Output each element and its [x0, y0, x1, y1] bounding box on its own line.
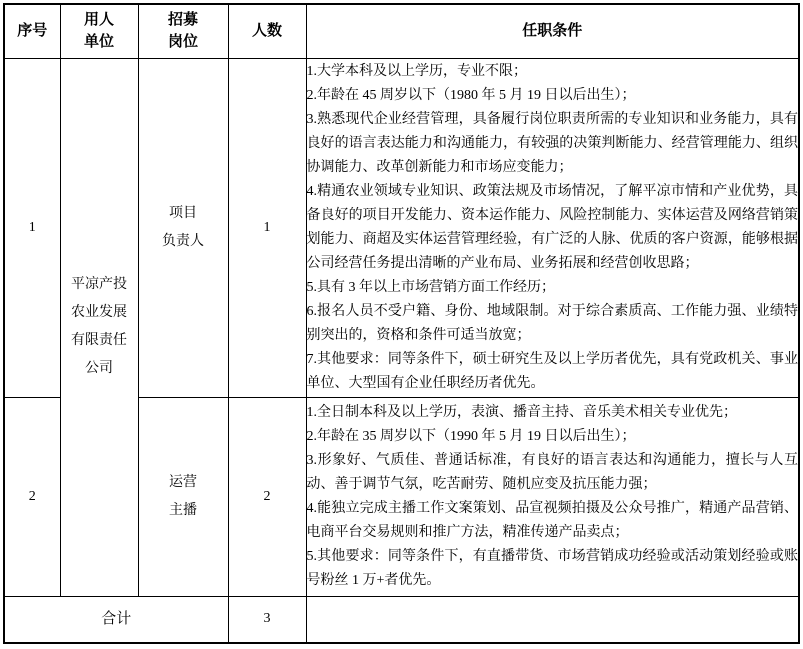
requirement-item: 4.精通农业领域专业知识、政策法规及市场情况，了解平凉市情和产业优势，具备良好的项目开发能力、资本运作能力、风险控制能力、实体运营及网络营销策划能力、商超及实体运营管理经验，有广泛的人脉、优质的客户资源，能够根据公司经营任务提出清晰的产业布局、业务拓展和经营创收思路；: [306, 183, 798, 271]
col-header-employer-text: [61, 9, 138, 53]
serial-no-1: 1: [28, 219, 36, 235]
recruitment-table: [3, 3, 800, 644]
header-row: [4, 4, 799, 58]
requirement-item: 7.其他要求：同等条件下，硕士研究生及以上学历者优先，具有党政机关、事业单位、大型国有企业任职经历者优先。: [306, 351, 798, 391]
position-2-line1: 运营: [169, 474, 197, 490]
col-header-employer-line1: 用人: [83, 12, 114, 29]
col-header-position: [138, 4, 228, 58]
headcount-1: 1: [263, 219, 271, 235]
col-header-position-line1: 招募: [167, 12, 198, 29]
position-cell-1: [138, 58, 228, 397]
serial-no-2: 2: [28, 488, 36, 504]
total-count-cell: [228, 596, 306, 643]
employer-name-line1: 平凉产投: [71, 277, 127, 293]
position-cell-2: [138, 398, 228, 597]
total-row: [4, 596, 799, 643]
col-header-requirements-text: 任职条件: [522, 23, 583, 40]
requirement-item: 1.大学本科及以上学历，专业不限；: [306, 63, 527, 79]
requirement-item: 6.报名人员不受户籍、身份、地域限制。对于综合素质高、工作能力强、业绩特别突出的，资格和条件可适当放宽；: [306, 303, 798, 343]
headcount-cell-2: [228, 398, 306, 597]
total-requirements-empty-cell: [306, 596, 799, 643]
employer-name-line4: 公司: [85, 361, 113, 377]
requirement-item: 3.熟悉现代企业经营管理，具备履行岗位职责所需的专业知识和业务能力，具有良好的语言表达能力和沟通能力，有较强的决策判断能力、经营管理能力、组织协调能力、改革创新能力和市场应变能力；: [306, 111, 798, 175]
table-row-project-manager: [4, 58, 799, 397]
position-1-line2: 负责人: [162, 233, 204, 249]
requirement-item: 5.具有 3 年以上市场营销方面工作经历；: [306, 279, 555, 295]
requirements-cell-1: [306, 58, 799, 397]
requirement-item: 4.能独立完成主播工作文案策划、品宣视频拍摄及公众号推广，精通产品营销、电商平台交易规则和推广方法，精准传递产品卖点；: [306, 500, 798, 540]
col-header-serial-no-text: 序号: [17, 23, 48, 40]
employer-name: [61, 271, 138, 383]
position-1-line1: 项目: [169, 205, 197, 221]
requirements-cell-2: [306, 398, 799, 597]
col-header-position-line2: 岗位: [167, 34, 198, 51]
col-header-employer: [60, 4, 138, 58]
total-label-cell: [4, 596, 228, 643]
serial-no-cell-2: [4, 398, 60, 597]
col-header-position-text: [139, 9, 228, 53]
total-label: 合计: [101, 610, 132, 627]
employer-cell: [60, 58, 138, 596]
requirement-item: 2.年龄在 45 周岁以下（1980 年 5 月 19 日以后出生）；: [306, 87, 636, 103]
employer-name-line2: 农业发展: [71, 305, 127, 321]
col-header-headcount: [228, 4, 306, 58]
requirement-item: 3.形象好、气质佳、普通话标准，有良好的语言表达和沟通能力，擅长与人互动、善于调节气氛，吃苦耐劳、随机应变及抗压能力强；: [306, 452, 798, 492]
total-count: 3: [263, 611, 271, 627]
col-header-headcount-text: 人数: [251, 23, 282, 40]
headcount-cell-1: [228, 58, 306, 397]
requirement-item: 1.全日制本科及以上学历，表演、播音主持、音乐美术相关专业优先；: [306, 404, 737, 420]
col-header-serial-no: [4, 4, 60, 58]
requirement-item: 2.年龄在 35 周岁以下（1990 年 5 月 19 日以后出生）；: [306, 428, 636, 444]
requirement-item: 5.其他要求：同等条件下，有直播带货、市场营销成功经验或活动策划经验或账号粉丝 1 万+者优先。: [306, 548, 798, 588]
headcount-2: 2: [263, 488, 271, 504]
col-header-employer-line2: 单位: [83, 34, 114, 51]
employer-name-line3: 有限责任: [71, 333, 127, 349]
serial-no-cell-1: [4, 58, 60, 397]
col-header-requirements: [306, 4, 799, 58]
position-name-2: [139, 469, 228, 525]
position-2-line2: 主播: [169, 502, 197, 518]
position-name-1: [139, 200, 228, 256]
